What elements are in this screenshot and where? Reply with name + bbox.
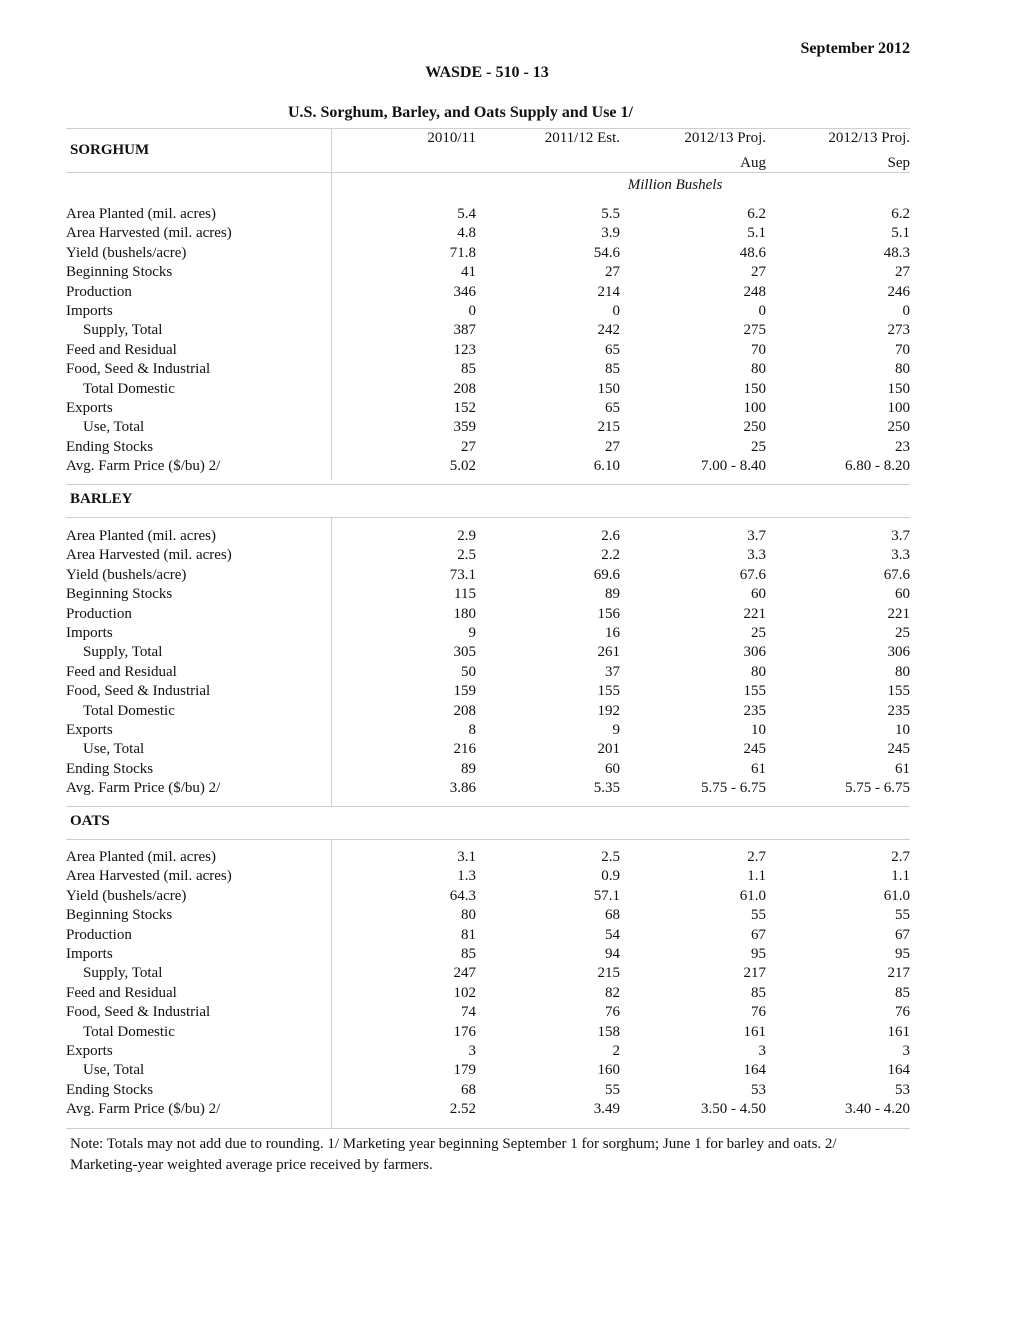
cell-value: 27 (751, 264, 766, 281)
cell-value: 346 (453, 283, 476, 300)
cell-value: 85 (751, 984, 766, 1001)
cell-value: 164 (887, 1062, 910, 1079)
report-number: WASDE - 510 - 13 (425, 64, 549, 81)
row-label: Ending Stocks (66, 438, 154, 455)
row-label: Beginning Stocks (66, 907, 173, 924)
cell-value: 192 (597, 702, 620, 719)
cell-value: 180 (453, 605, 476, 622)
table-row (66, 740, 910, 759)
cell-value: 76 (751, 1004, 766, 1021)
row-label: Production (66, 605, 132, 622)
col-header-2012-13-sep-month: Sep (887, 155, 910, 171)
rule-after-oats-title (66, 839, 910, 840)
rule-before-barley (66, 484, 910, 485)
row-label: Area Planted (mil. acres) (66, 206, 216, 222)
row-label: Food, Seed & Industrial (66, 683, 211, 700)
cell-value: 5.75 - 6.75 (701, 780, 766, 797)
cell-value: 123 (453, 341, 476, 358)
cell-value: 61.0 (883, 887, 910, 904)
table-row (66, 926, 910, 945)
cell-value: 64.3 (449, 887, 476, 904)
cell-value: 100 (887, 399, 910, 416)
cell-value: 201 (597, 741, 620, 758)
row-label: Yield (bushels/acre) (66, 244, 187, 261)
cell-value: 100 (743, 399, 766, 416)
cell-value: 41 (461, 264, 476, 281)
cell-value: 3.40 - 4.20 (845, 1101, 910, 1118)
row-label: Supply, Total (83, 965, 163, 982)
table-row (66, 321, 910, 340)
row-label: Avg. Farm Price ($/bu) 2/ (66, 780, 221, 797)
cell-value: 115 (454, 586, 476, 603)
cell-value: 2.7 (891, 849, 910, 865)
report-date: September 2012 (800, 40, 910, 57)
table-row (66, 906, 910, 925)
table-row (66, 643, 910, 662)
row-label: Yield (bushels/acre) (66, 887, 187, 904)
cell-value: 50 (461, 663, 476, 680)
cell-value: 95 (751, 945, 766, 962)
cell-value: 215 (597, 419, 620, 436)
cell-value: 3 (902, 1042, 910, 1059)
section-barley (66, 527, 910, 798)
cell-value: 7.00 - 8.40 (701, 458, 766, 475)
table-row (66, 624, 910, 643)
cell-value: 1.1 (747, 868, 766, 885)
divider-oats (331, 839, 332, 1128)
cell-value: 179 (453, 1062, 476, 1079)
cell-value: 68 (461, 1081, 476, 1098)
row-label: Supply, Total (83, 644, 163, 661)
row-label: Area Harvested (mil. acres) (66, 547, 232, 564)
cell-value: 61 (751, 760, 766, 777)
cell-value: 27 (895, 264, 910, 281)
cell-value: 55 (895, 907, 910, 924)
row-label: Total Domestic (83, 702, 175, 719)
cell-value: 85 (895, 984, 910, 1001)
cell-value: 94 (605, 945, 620, 962)
cell-value: 156 (597, 605, 620, 622)
row-label: Food, Seed & Industrial (66, 1004, 211, 1021)
cell-value: 81 (461, 926, 476, 943)
cell-value: 242 (597, 322, 620, 339)
cell-value: 6.2 (747, 206, 766, 222)
cell-value: 306 (887, 644, 910, 661)
table-row (66, 585, 910, 604)
cell-value: 102 (453, 984, 476, 1001)
cell-value: 61.0 (739, 887, 766, 904)
cell-value: 2.52 (449, 1101, 476, 1118)
cell-value: 0.9 (601, 868, 620, 885)
cell-value: 3.86 (449, 780, 476, 797)
cell-value: 155 (887, 683, 910, 700)
cell-value: 247 (453, 965, 476, 982)
cell-value: 248 (743, 283, 766, 300)
cell-value: 0 (902, 302, 910, 319)
cell-value: 74 (461, 1004, 476, 1021)
table-row (66, 605, 910, 624)
row-label: Imports (66, 624, 113, 641)
cell-value: 9 (612, 721, 620, 738)
cell-value: 0 (612, 302, 620, 319)
cell-value: 10 (895, 721, 910, 738)
cell-value: 250 (887, 419, 910, 436)
cell-value: 4.8 (457, 225, 476, 242)
table-row (66, 1003, 910, 1022)
header-divider (331, 128, 332, 202)
row-label: Area Planted (mil. acres) (66, 528, 216, 544)
cell-value: 70 (751, 341, 766, 358)
units-label: Million Bushels (627, 177, 723, 193)
cell-value: 48.6 (739, 244, 766, 261)
cell-value: 2.2 (601, 547, 620, 564)
table-title: U.S. Sorghum, Barley, and Oats Supply and Use 1/ (288, 104, 633, 121)
cell-value: 27 (605, 264, 620, 281)
row-label: Exports (66, 1042, 113, 1059)
cell-value: 9 (468, 624, 476, 641)
cell-value: 37 (605, 663, 620, 680)
cell-value: 161 (743, 1023, 766, 1040)
table-row (66, 399, 910, 418)
row-label: Supply, Total (83, 322, 163, 339)
cell-value: 85 (605, 361, 620, 378)
cell-value: 3.1 (457, 849, 476, 865)
cell-value: 160 (597, 1062, 620, 1079)
cell-value: 68 (605, 907, 620, 924)
cell-value: 2 (612, 1042, 620, 1059)
table-row (66, 760, 910, 779)
cell-value: 221 (743, 605, 766, 622)
header-bottom-rule (66, 172, 910, 173)
cell-value: 0 (758, 302, 766, 319)
table-row (66, 263, 910, 282)
cell-value: 60 (751, 586, 766, 603)
cell-value: 85 (461, 945, 476, 962)
rule-before-oats (66, 806, 910, 807)
cell-value: 23 (895, 438, 910, 455)
table-row (66, 380, 910, 399)
table-row (66, 945, 910, 964)
cell-value: 155 (597, 683, 620, 700)
cell-value: 70 (895, 341, 910, 358)
cell-value: 61 (895, 760, 910, 777)
cell-value: 1.3 (457, 868, 476, 885)
cell-value: 25 (895, 624, 910, 641)
cell-value: 150 (743, 380, 766, 397)
cell-value: 6.2 (891, 206, 910, 222)
section-title-oats: OATS (70, 813, 110, 829)
cell-value: 53 (895, 1081, 910, 1098)
divider-barley (331, 517, 332, 806)
cell-value: 16 (605, 624, 620, 641)
row-label: Yield (bushels/acre) (66, 566, 187, 583)
table-row (66, 848, 910, 867)
table-row (66, 984, 910, 1003)
cell-value: 82 (605, 984, 620, 1001)
table-row (66, 438, 910, 457)
cell-value: 65 (605, 399, 620, 416)
cell-value: 150 (597, 380, 620, 397)
cell-value: 5.35 (593, 780, 620, 797)
cell-value: 250 (743, 419, 766, 436)
cell-value: 246 (887, 283, 910, 300)
table-row (66, 302, 910, 321)
table-row (66, 224, 910, 243)
cell-value: 67 (895, 926, 910, 943)
row-label: Imports (66, 945, 113, 962)
col-header-2011-12: 2011/12 Est. (544, 130, 620, 146)
table-row (66, 779, 910, 798)
cell-value: 80 (751, 663, 766, 680)
cell-value: 214 (597, 283, 620, 300)
cell-value: 54 (605, 926, 620, 943)
row-label: Beginning Stocks (66, 586, 173, 603)
row-label: Food, Seed & Industrial (66, 361, 211, 378)
table-row (66, 566, 910, 585)
table-row (66, 1061, 910, 1080)
cell-value: 6.10 (593, 458, 620, 475)
cell-value: 215 (597, 965, 620, 982)
table-row (66, 1023, 910, 1042)
cell-value: 235 (743, 702, 766, 719)
cell-value: 10 (751, 721, 766, 738)
row-label: Beginning Stocks (66, 264, 173, 281)
cell-value: 5.5 (601, 206, 620, 222)
cell-value: 158 (597, 1023, 620, 1040)
cell-value: 273 (887, 322, 910, 339)
cell-value: 5.02 (449, 458, 476, 475)
cell-value: 221 (887, 605, 910, 622)
cell-value: 1.1 (891, 868, 910, 885)
col-header-2012-13-aug: 2012/13 Proj. (684, 130, 766, 146)
cell-value: 217 (743, 965, 766, 982)
row-label: Ending Stocks (66, 1081, 154, 1098)
cell-value: 245 (887, 741, 910, 758)
cell-value: 73.1 (449, 566, 476, 583)
row-label: Area Harvested (mil. acres) (66, 225, 232, 242)
row-label: Total Domestic (83, 380, 175, 397)
table-row (66, 418, 910, 437)
cell-value: 159 (453, 683, 476, 700)
cell-value: 55 (605, 1081, 620, 1098)
cell-value: 48.3 (883, 244, 910, 261)
row-label: Imports (66, 302, 113, 319)
cell-value: 80 (895, 361, 910, 378)
cell-value: 6.80 - 8.20 (845, 458, 910, 475)
row-label: Feed and Residual (66, 663, 177, 680)
cell-value: 275 (743, 322, 766, 339)
cell-value: 8 (468, 721, 476, 738)
header-top-rule (66, 128, 910, 129)
row-label: Use, Total (83, 419, 145, 436)
cell-value: 67.6 (739, 566, 766, 583)
row-label: Avg. Farm Price ($/bu) 2/ (66, 458, 221, 475)
cell-value: 3.50 - 4.50 (701, 1101, 766, 1118)
table-row (66, 721, 910, 740)
cell-value: 54.6 (593, 244, 620, 261)
table-row (66, 1042, 910, 1061)
section-oats (66, 848, 910, 1119)
cell-value: 161 (887, 1023, 910, 1040)
cell-value: 216 (453, 741, 476, 758)
cell-value: 27 (605, 438, 620, 455)
divider-sorghum (331, 200, 332, 480)
cell-value: 60 (605, 760, 620, 777)
cell-value: 76 (605, 1004, 620, 1021)
cell-value: 176 (453, 1023, 476, 1040)
cell-value: 217 (887, 965, 910, 982)
cell-value: 2.5 (457, 547, 476, 564)
col-header-2012-13-sep: 2012/13 Proj. (828, 130, 910, 146)
row-label: Feed and Residual (66, 341, 177, 358)
row-label: Use, Total (83, 1062, 145, 1079)
row-label: Production (66, 283, 132, 300)
cell-value: 245 (743, 741, 766, 758)
row-label: Area Harvested (mil. acres) (66, 868, 232, 885)
cell-value: 235 (887, 702, 910, 719)
row-label: Area Planted (mil. acres) (66, 849, 216, 865)
cell-value: 85 (461, 361, 476, 378)
cell-value: 67.6 (883, 566, 910, 583)
cell-value: 208 (453, 702, 476, 719)
cell-value: 0 (468, 302, 476, 319)
table-row (66, 964, 910, 983)
section-title-barley: BARLEY (70, 491, 133, 507)
table-row (66, 283, 910, 302)
cell-value: 71.8 (449, 244, 476, 261)
cell-value: 3.9 (601, 225, 620, 242)
cell-value: 306 (743, 644, 766, 661)
cell-value: 25 (751, 438, 766, 455)
cell-value: 3.7 (891, 528, 910, 544)
col-header-2012-13-aug-month: Aug (740, 155, 766, 171)
cell-value: 5.4 (457, 206, 476, 222)
cell-value: 69.6 (593, 566, 620, 583)
cell-value: 67 (751, 926, 766, 943)
cell-value: 55 (751, 907, 766, 924)
cell-value: 305 (453, 644, 476, 661)
cell-value: 65 (605, 341, 620, 358)
col-header-2010-11: 2010/11 (427, 130, 476, 146)
table-row (66, 546, 910, 565)
row-label: Use, Total (83, 741, 145, 758)
cell-value: 3 (758, 1042, 766, 1059)
cell-value: 76 (895, 1004, 910, 1021)
cell-value: 89 (461, 760, 476, 777)
cell-value: 57.1 (593, 887, 620, 904)
footnote: Note: Totals may not add due to rounding. 1/ Marketing year beginning September 1 for sorghum; June 1 for barley and oats. 2/ Marketing-year weighted average price received by farmers. (70, 1136, 837, 1173)
table-row (66, 887, 910, 906)
cell-value: 53 (751, 1081, 766, 1098)
table-row (66, 1100, 910, 1119)
table-row (66, 1081, 910, 1100)
row-label: Avg. Farm Price ($/bu) 2/ (66, 1101, 221, 1118)
cell-value: 359 (453, 419, 476, 436)
cell-value: 3 (468, 1042, 476, 1059)
table-bottom-rule (66, 1128, 910, 1129)
table-row (66, 663, 910, 682)
cell-value: 150 (887, 380, 910, 397)
cell-value: 80 (895, 663, 910, 680)
cell-value: 2.5 (601, 849, 620, 865)
cell-value: 95 (895, 945, 910, 962)
table-row (66, 360, 910, 379)
section-sorghum (66, 205, 910, 476)
row-label: Feed and Residual (66, 984, 177, 1001)
cell-value: 2.9 (457, 528, 476, 544)
row-label: Exports (66, 721, 113, 738)
cell-value: 3.3 (747, 547, 766, 564)
cell-value: 5.1 (747, 225, 766, 242)
cell-value: 80 (751, 361, 766, 378)
table-row (66, 457, 910, 476)
table-row (66, 244, 910, 263)
cell-value: 5.1 (891, 225, 910, 242)
cell-value: 80 (461, 907, 476, 924)
cell-value: 25 (751, 624, 766, 641)
cell-value: 387 (453, 322, 476, 339)
cell-value: 2.7 (747, 849, 766, 865)
rule-after-barley-title (66, 517, 910, 518)
table-row (66, 867, 910, 886)
cell-value: 89 (605, 586, 620, 603)
table-row (66, 205, 910, 224)
cell-value: 2.6 (601, 528, 620, 544)
table-row (66, 341, 910, 360)
cell-value: 3.3 (891, 547, 910, 564)
table-row (66, 702, 910, 721)
cell-value: 208 (453, 380, 476, 397)
cell-value: 60 (895, 586, 910, 603)
row-label: Production (66, 926, 132, 943)
cell-value: 155 (743, 683, 766, 700)
table-row (66, 527, 910, 546)
section-title-sorghum: SORGHUM (70, 142, 150, 158)
cell-value: 3.7 (747, 528, 766, 544)
table-row (66, 682, 910, 701)
cell-value: 3.49 (593, 1101, 620, 1118)
cell-value: 261 (597, 644, 620, 661)
cell-value: 27 (461, 438, 476, 455)
row-label: Exports (66, 399, 113, 416)
cell-value: 164 (743, 1062, 766, 1079)
cell-value: 152 (453, 399, 476, 416)
row-label: Total Domestic (83, 1023, 175, 1040)
cell-value: 5.75 - 6.75 (845, 780, 910, 797)
row-label: Ending Stocks (66, 760, 154, 777)
